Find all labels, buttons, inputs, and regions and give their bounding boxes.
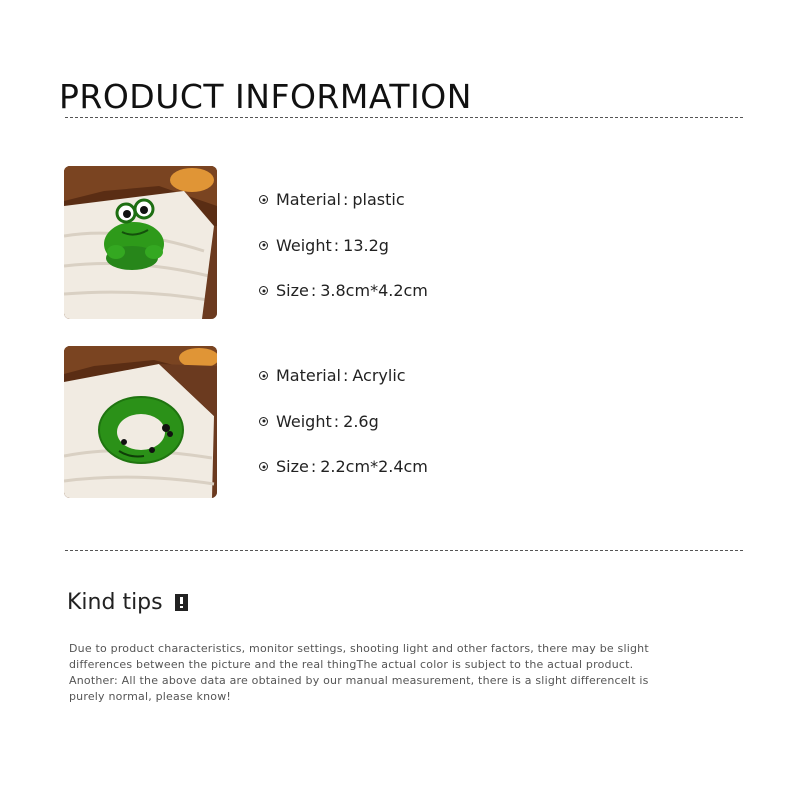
spec-size: Size : 2.2cm*2.4cm — [259, 457, 428, 503]
product-1-specs — [259, 190, 428, 327]
top-divider — [65, 117, 743, 118]
bullet-icon — [259, 417, 268, 426]
product-image-frog-band-ring — [64, 346, 217, 498]
kind-tips-text: Due to product characteristics, monitor settings, shooting light and other factors, there may be slight differences between the picture and the real thingThe actual color is subject to the actual product. Another: All the above data are obtained by our manual measurement, there is a slight differenceIt is purely normal, please know! — [69, 642, 649, 703]
bullet-icon — [259, 241, 268, 250]
spec-material: Material : plastic — [259, 190, 428, 236]
spec-material: Material : Acrylic — [259, 366, 428, 412]
product-image-frog-figure-ring — [64, 166, 217, 319]
bullet-icon — [259, 286, 268, 295]
bullet-icon — [259, 195, 268, 204]
spec-weight: Weight : 2.6g — [259, 412, 428, 458]
bullet-icon — [259, 371, 268, 380]
kind-tips-heading: Kind tips — [67, 590, 188, 615]
bullet-icon — [259, 462, 268, 471]
spec-size: Size : 3.8cm*4.2cm — [259, 281, 428, 327]
page-title: PRODUCT INFORMATION — [59, 77, 472, 117]
product-2-specs — [259, 366, 428, 503]
bottom-divider — [65, 550, 743, 551]
spec-weight: Weight : 13.2g — [259, 236, 428, 282]
exclamation-icon — [175, 594, 188, 611]
